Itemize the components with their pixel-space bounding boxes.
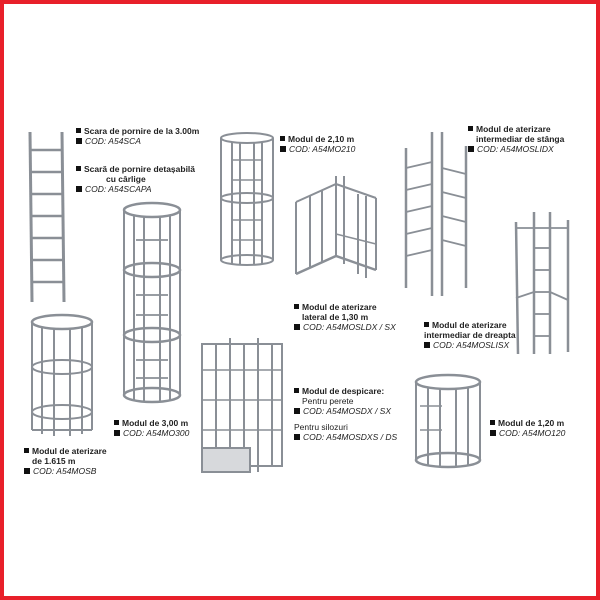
product-code [294,322,414,332]
caption-module-210 [280,134,390,154]
caption-title [294,386,414,396]
square-bullet-icon [76,186,82,192]
module-120-image [410,372,486,470]
product-code-text: COD: A54MO120 [499,428,566,438]
caption-left-intermediate [468,124,593,154]
product-code [468,144,593,154]
product-note: Pentru perete [302,396,354,406]
bullet-icon [294,388,299,393]
caption-detachable-ladder [76,164,216,194]
product-title: Modul de despicare: [302,386,385,396]
lateral-landing-module-image [292,174,378,286]
product-code-text: COD: A54SCAPA [85,184,152,194]
product-title: Scara de pornire de la 3.00m [84,126,200,136]
caption-title [280,134,390,144]
caption-lateral-landing [294,302,414,332]
caption-title [76,126,216,136]
product-title: Modul de aterizare [302,302,377,312]
caption-module-120 [490,418,590,438]
square-bullet-icon [294,324,300,330]
bullet-icon [490,420,495,425]
bullet-icon [424,322,429,327]
product-title-line2: lateral de 1,30 m [302,312,369,322]
bullet-icon [280,136,285,141]
square-bullet-icon [24,468,30,474]
product-title: Modul de 2,10 m [288,134,355,144]
product-code [294,406,414,416]
product-code-text: COD: A54MO210 [289,144,356,154]
caption-title [114,418,224,428]
split-module-image [196,330,290,480]
product-code-text: COD: A54MO300 [123,428,190,438]
product-note-2: Pentru silozuri [294,422,348,432]
product-title-line2: intermediar de dreapta [424,330,516,340]
caption-landing-1615 [24,446,134,476]
product-code-text: COD: A54SCA [85,136,141,146]
bullet-icon [468,126,473,131]
bullet-icon [114,420,119,425]
square-bullet-icon [468,146,474,152]
caption-right-intermediate [424,320,549,350]
caption-title [490,418,590,428]
product-title-line2: intermediar de stânga [476,134,565,144]
caption-starting-ladder [76,126,216,146]
product-title-line2: de 1.615 m [32,456,76,466]
product-title: Modul de 3,00 m [122,418,189,428]
caption-module-300 [114,418,224,438]
product-code [114,428,224,438]
product-code [490,428,590,438]
product-code [24,466,134,476]
product-code-text: COD: A54MOSDXS / DS [303,432,398,442]
module-300-image [118,200,186,405]
product-title: Modul de aterizare [32,446,107,456]
bullet-icon [294,304,299,309]
left-intermediate-landing-image [400,128,470,300]
product-code-text: COD: A54MOSDX / SX [303,406,392,416]
square-bullet-icon [76,138,82,144]
product-title: Scară de pornire detașabilă [84,164,196,174]
caption-title [468,124,593,134]
bullet-icon [24,448,29,453]
square-bullet-icon [280,146,286,152]
product-code [424,340,549,350]
product-code [280,144,390,154]
product-code-text: COD: A54MOSB [33,466,97,476]
square-bullet-icon [294,408,300,414]
product-title-line2: cu cârlige [106,174,146,184]
caption-title [24,446,134,456]
product-code-2 [294,432,414,442]
bullet-icon [76,166,81,171]
product-code-text: COD: A54MOSLIDX [477,144,554,154]
product-code [76,136,216,146]
caption-split-module [294,386,414,442]
module-210-image [216,130,278,270]
square-bullet-icon [114,430,120,436]
caption-title [294,302,414,312]
caption-title [76,164,216,174]
product-code-text: COD: A54MOSLDX / SX [303,322,396,332]
square-bullet-icon [424,342,430,348]
square-bullet-icon [490,430,496,436]
product-title: Modul de aterizare [476,124,551,134]
product-code [76,184,216,194]
product-title: Modul de aterizare [432,320,507,330]
starting-ladder-image [22,130,72,305]
bullet-icon [76,128,81,133]
caption-title [424,320,549,330]
landing-module-1615-image [26,312,98,442]
product-title: Modul de 1,20 m [498,418,565,428]
square-bullet-icon [294,434,300,440]
product-code-text: COD: A54MOSLISX [433,340,510,350]
